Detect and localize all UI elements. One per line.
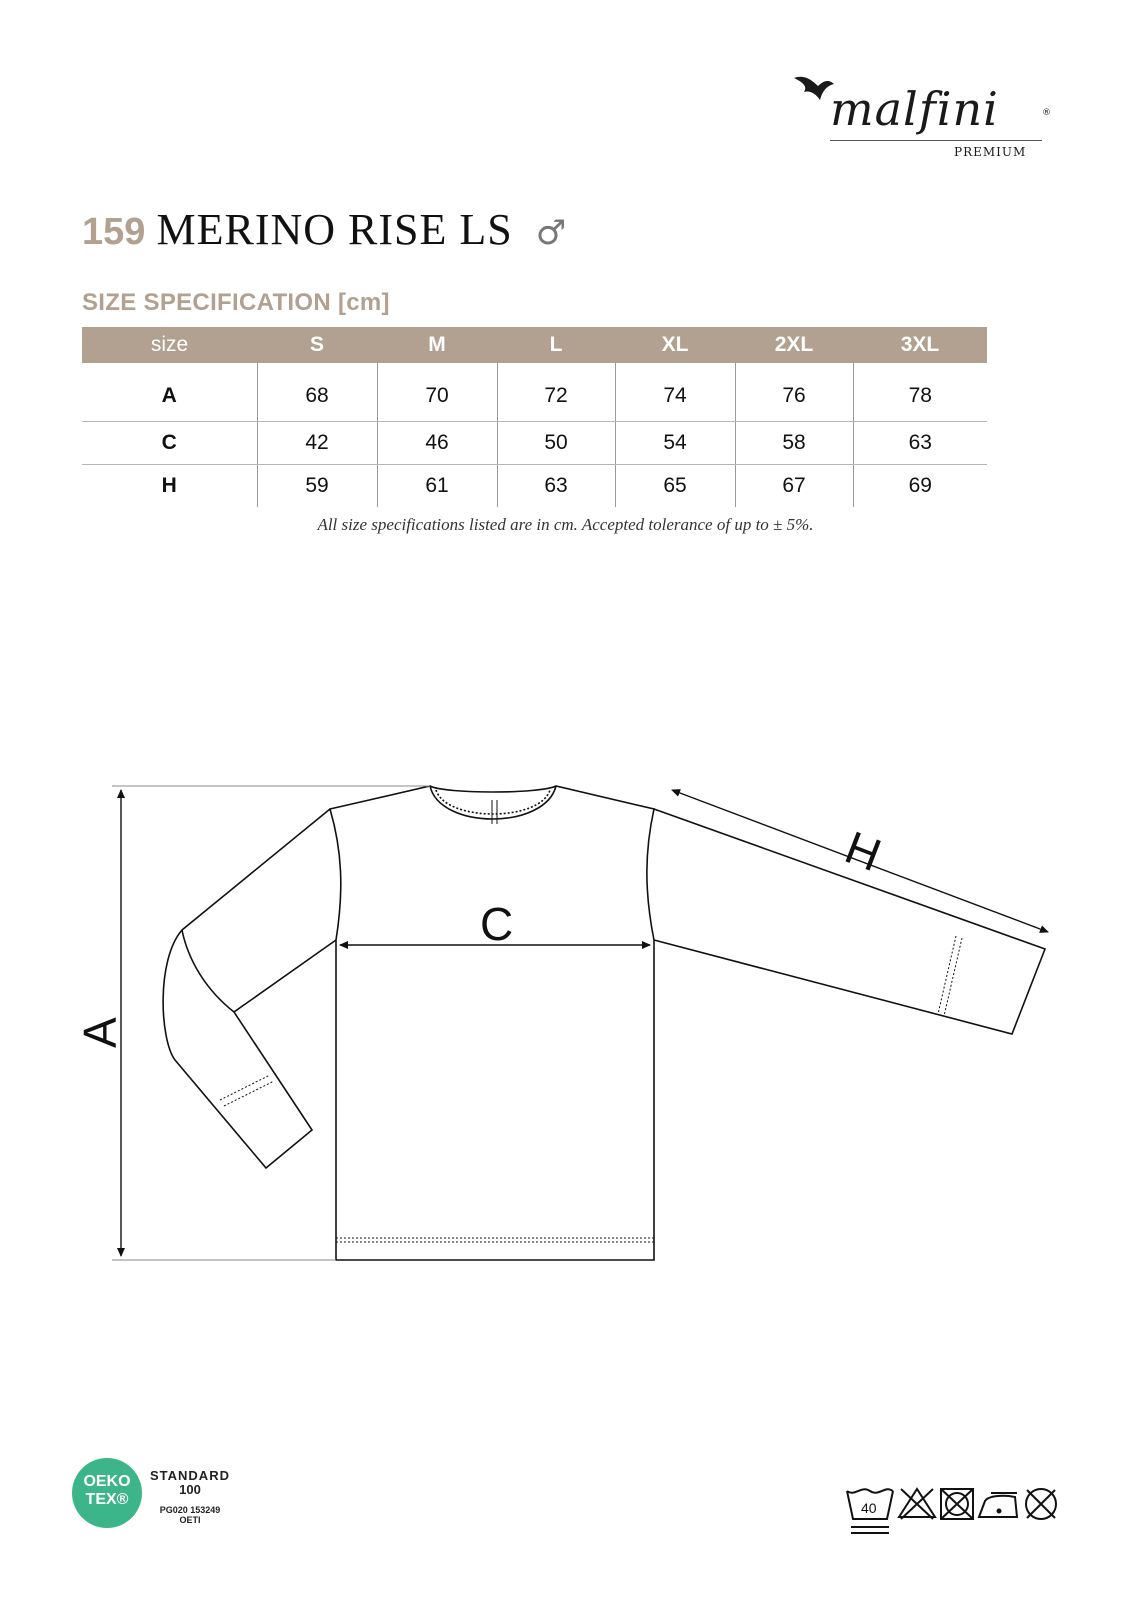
size-header: XL xyxy=(615,327,735,363)
table-cell: 61 xyxy=(377,465,497,508)
standard-label: STANDARD xyxy=(150,1468,230,1483)
table-cell: 42 xyxy=(257,422,377,465)
table-cell: 63 xyxy=(853,422,987,465)
care-symbols xyxy=(845,1485,1070,1540)
table-cell: 58 xyxy=(735,422,853,465)
dimension-lines xyxy=(112,786,1048,1260)
table-row xyxy=(82,465,987,508)
brand-wordmark: malfini xyxy=(830,82,999,136)
table-cell: 54 xyxy=(615,422,735,465)
shirt-outline xyxy=(163,786,1045,1260)
brand-logo xyxy=(790,70,1060,160)
registered-mark: ® xyxy=(1042,108,1051,118)
size-header-label: size xyxy=(82,327,257,363)
table-cell: 72 xyxy=(497,363,615,422)
section-heading: SIZE SPECIFICATION [cm] xyxy=(82,289,390,316)
male-symbol-icon: ♂ xyxy=(535,213,567,253)
size-header: L xyxy=(497,327,615,363)
standard-number: 100 xyxy=(179,1482,201,1497)
certificate-code: PG020 153249 xyxy=(159,1505,221,1515)
table-cell: 70 xyxy=(377,363,497,422)
row-label: C xyxy=(82,422,257,465)
tolerance-note: All size specifications listed are in cm. Accepted tolerance of up to ± 5%. xyxy=(317,515,814,534)
wash-40-icon xyxy=(847,1489,893,1533)
oeko-badge-line2: TEX® xyxy=(85,1491,129,1508)
size-header: 3XL xyxy=(853,327,987,363)
svg-text:40: 40 xyxy=(861,1500,877,1516)
product-name: MERINO RISE LS xyxy=(156,205,513,254)
table-cell: 78 xyxy=(853,363,987,422)
table-cell: 63 xyxy=(497,465,615,508)
product-number: 159 xyxy=(82,211,146,253)
dimension-a-label: A xyxy=(74,1017,126,1048)
row-label: H xyxy=(161,474,177,497)
table-cell: 50 xyxy=(497,422,615,465)
size-header: 2XL xyxy=(735,327,853,363)
size-table-header xyxy=(82,327,987,363)
no-bleach-icon xyxy=(899,1489,935,1519)
table-cell: 65 xyxy=(615,465,735,508)
size-header: S xyxy=(257,327,377,363)
oeko-tex-badge xyxy=(72,1458,142,1528)
table-row xyxy=(82,363,987,422)
table-cell: 67 xyxy=(735,465,853,508)
dimension-h-label: H xyxy=(838,820,889,882)
no-tumble-dry-icon xyxy=(941,1489,973,1519)
brand-tagline: PREMIUM xyxy=(954,145,1027,159)
certificate-institute: OETI xyxy=(179,1515,201,1525)
row-label: A xyxy=(82,363,257,422)
garment-diagram xyxy=(0,760,1131,1280)
table-row xyxy=(82,422,987,465)
no-dry-clean-icon xyxy=(1026,1489,1056,1519)
logo-rule xyxy=(830,140,1042,141)
table-cell: 46 xyxy=(377,422,497,465)
table-cell: 69 xyxy=(853,465,987,508)
dimension-c-label: C xyxy=(480,898,514,950)
table-cell: 68 xyxy=(257,363,377,422)
table-cell: 59 xyxy=(257,465,377,508)
iron-icon xyxy=(979,1493,1017,1517)
table-cell: 74 xyxy=(615,363,735,422)
table-cell: 76 xyxy=(735,363,853,422)
oeko-tex-info xyxy=(150,1468,230,1525)
product-title xyxy=(82,204,566,254)
size-header: M xyxy=(377,327,497,363)
oeko-badge-line1: OEKO xyxy=(83,1473,131,1490)
size-table xyxy=(82,327,987,507)
